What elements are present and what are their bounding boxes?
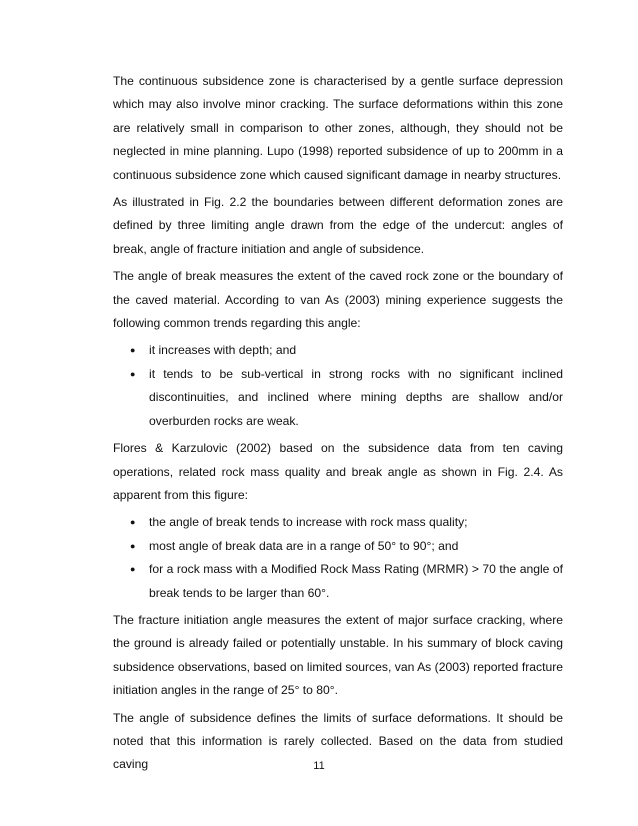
paragraph-continuous-subsidence: The continuous subsidence zone is characterised by a gentle surface depression which may also involve minor cracking. The surface deformations within this zone are relatively small in comparison to other zones, although, they should not be neglected in mine planning. Lupo (1998) reported subsidence of up to 200mm in a continuous subsidence zone which caused significant damage in nearby structures. (113, 74, 563, 182)
list-item (113, 558, 563, 605)
bullet-icon: ● (130, 564, 136, 575)
bullet-list-break-angle-trends (113, 339, 563, 433)
bullet-icon: ● (130, 540, 136, 551)
bullet-list-flores-findings (113, 511, 563, 605)
list-item (113, 363, 563, 433)
list-item-text: the angle of break tends to increase with rock mass quality; (149, 515, 468, 530)
list-item-text: for a rock mass with a Modified Rock Mass Rating (MRMR) > 70 the angle of break tends to be larger than 60°. (149, 562, 563, 600)
paragraph-angle-of-subsidence: The angle of subsidence defines the limits of surface deformations. It should be noted that this information is rarely collected. Based on the data from studied caving (113, 710, 563, 772)
list-item-text: it tends to be sub-vertical in strong rocks with no significant inclined discontinuities, and inclined where mining depths are shallow and/or overburden rocks are weak. (149, 366, 563, 428)
bullet-icon: ● (130, 345, 136, 356)
paragraph-fracture-initiation: The fracture initiation angle measures the extent of major surface cracking, where the ground is already failed or potentially unstable. In his summary of block caving subsidence observations, based on limited sources, van As (2003) reported fracture initiation angles in the range of 25° to 80°. (113, 612, 563, 698)
paragraph-angle-of-break: The angle of break measures the extent of the caved rock zone or the boundary of the caved material. According to van As (2003) mining experience suggests the following common trends regarding this angle: (113, 269, 563, 331)
list-item (113, 511, 563, 534)
paragraph-flores-karzulovic: Flores & Karzulovic (2002) based on the subsidence data from ten caving operations, related rock mass quality and break angle as shown in Fig. 2.4. As apparent from this figure: (113, 441, 563, 502)
body-text (113, 70, 563, 781)
bullet-icon: ● (130, 368, 136, 379)
paragraph-deformation-boundaries: As illustrated in Fig. 2.2 the boundaries between different deformation zones are defined by three limiting angle drawn from the edge of the undercut: angles of break, angle of fracture initiation and angle of subsidence. (113, 195, 563, 256)
page-number: 11 (313, 760, 325, 772)
list-item-text: most angle of break data are in a range of 50° to 90°; and (149, 538, 459, 553)
bullet-icon: ● (130, 517, 136, 528)
list-item (113, 339, 563, 362)
list-item (113, 535, 563, 558)
list-item-text: it increases with depth; and (149, 343, 297, 358)
